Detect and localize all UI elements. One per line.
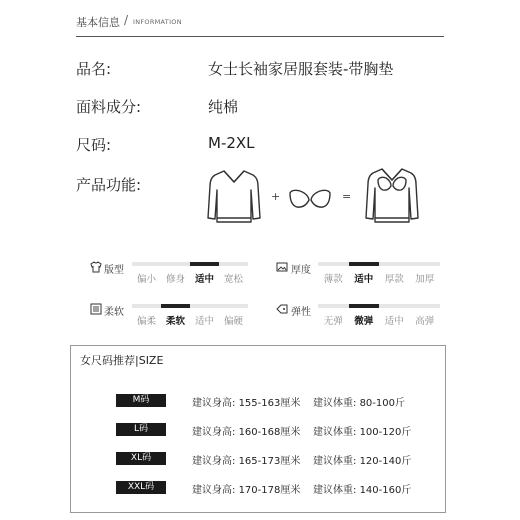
size-chart-title: 女尺码推荐|SIZE xyxy=(80,354,164,367)
fabric-label: 面料成分: xyxy=(76,98,142,116)
attr-option-selected: 适中 xyxy=(194,274,214,285)
size-weight xyxy=(313,481,411,496)
attr-option: 无弹 xyxy=(323,316,343,327)
height-value: 160-168厘米 xyxy=(238,427,301,438)
attr-option: 高弹 xyxy=(415,316,435,327)
height-value: 155-163厘米 xyxy=(238,398,301,409)
height-value: 165-173厘米 xyxy=(238,456,301,467)
attr-option-selected: 适中 xyxy=(354,274,374,285)
section-subtitle: INFORMATION xyxy=(133,18,182,26)
attr-option: 偏硬 xyxy=(223,316,243,327)
size-weight xyxy=(313,394,405,409)
attr-option: 适中 xyxy=(194,316,214,327)
attr-option-selected: 微弹 xyxy=(354,316,374,327)
size-badge: XXL码 xyxy=(116,481,166,494)
attr-option: 宽松 xyxy=(223,274,243,285)
sweater-icon xyxy=(204,166,264,228)
attr-fit-name: 版型 xyxy=(104,265,124,276)
height-label: 建议身高: xyxy=(192,398,236,409)
equals-sign: = xyxy=(342,190,352,203)
size-height xyxy=(192,394,300,409)
weight-label: 建议体重: xyxy=(313,485,357,496)
sweater-with-pad-icon xyxy=(362,164,422,228)
size-badge: XL码 xyxy=(116,452,166,465)
size-weight xyxy=(313,423,411,438)
attr-thickness-bar xyxy=(318,262,440,266)
size-badge: L码 xyxy=(116,423,166,436)
attr-option: 厚款 xyxy=(384,274,404,285)
height-value: 170-178厘米 xyxy=(238,485,301,496)
size-range-label: 尺码: xyxy=(76,136,112,154)
image-icon xyxy=(276,261,288,273)
attr-option: 偏小 xyxy=(136,274,156,285)
attr-option-selected: 柔软 xyxy=(165,316,185,327)
attr-fit-options xyxy=(132,271,248,285)
attr-fit-bar xyxy=(132,262,248,266)
attr-option: 适中 xyxy=(384,316,404,327)
plus-sign: + xyxy=(271,190,281,203)
size-badge: M码 xyxy=(116,394,166,407)
attr-elasticity-name: 弹性 xyxy=(291,307,311,318)
weight-label: 建议体重: xyxy=(313,427,357,438)
header-divider xyxy=(76,36,444,37)
weight-value: 100-120斤 xyxy=(359,427,412,438)
attr-option: 加厚 xyxy=(415,274,435,285)
tag-icon xyxy=(276,303,288,315)
weight-value: 80-100斤 xyxy=(359,398,405,409)
size-height xyxy=(192,423,300,438)
attr-softness-options xyxy=(132,313,248,327)
shirt-icon xyxy=(90,261,102,273)
attr-option: 薄款 xyxy=(323,274,343,285)
height-label: 建议身高: xyxy=(192,485,236,496)
section-title: 基本信息 xyxy=(76,16,120,29)
weight-label: 建议体重: xyxy=(313,398,357,409)
product-name-value: 女士长袖家居服套装-带胸垫 xyxy=(208,60,394,78)
attr-softness-bar xyxy=(132,304,248,308)
height-label: 建议身高: xyxy=(192,427,236,438)
attr-elasticity-options xyxy=(318,313,440,327)
product-name-label: 品名: xyxy=(76,60,112,78)
attr-elasticity-bar xyxy=(318,304,440,308)
size-height xyxy=(192,452,300,467)
fabric-icon xyxy=(90,303,102,315)
attr-thickness-name: 厚度 xyxy=(291,265,311,276)
size-weight xyxy=(313,452,411,467)
height-label: 建议身高: xyxy=(192,456,236,467)
size-range-value: M-2XL xyxy=(208,134,255,152)
function-label: 产品功能: xyxy=(76,176,142,194)
weight-label: 建议体重: xyxy=(313,456,357,467)
attr-thickness-options xyxy=(318,271,440,285)
attr-softness-name: 柔软 xyxy=(104,307,124,318)
weight-value: 120-140斤 xyxy=(359,456,412,467)
attr-option: 修身 xyxy=(165,274,185,285)
bra-pad-icon xyxy=(288,188,332,210)
attr-option: 偏柔 xyxy=(136,316,156,327)
weight-value: 140-160斤 xyxy=(359,485,412,496)
size-height xyxy=(192,481,300,496)
section-title-separator: / xyxy=(124,13,129,27)
fabric-value: 纯棉 xyxy=(208,98,239,116)
